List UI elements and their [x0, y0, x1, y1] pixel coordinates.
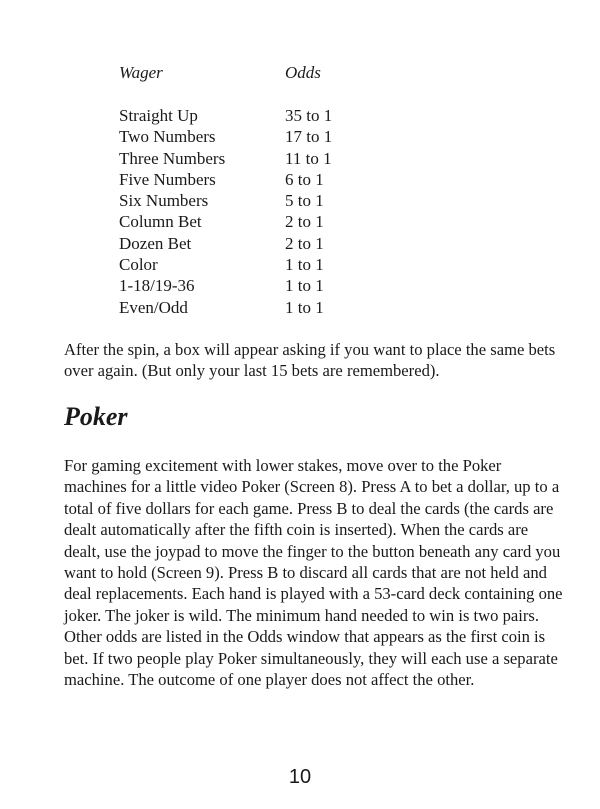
odds-cell: 5 to 1 [285, 191, 324, 211]
table-row [119, 126, 399, 147]
wager-cell: Two Numbers [119, 127, 216, 147]
wager-cell: Five Numbers [119, 169, 216, 189]
wager-cell: Three Numbers [119, 148, 226, 168]
odds-cell: 1 to 1 [285, 255, 324, 275]
odds-cell: 17 to 1 [285, 127, 333, 147]
wager-column-header: Wager [119, 63, 163, 82]
odds-cell: 2 to 1 [285, 233, 324, 253]
odds-cell: 6 to 1 [285, 169, 324, 189]
table-row [119, 211, 399, 232]
odds-cell: 2 to 1 [285, 212, 324, 232]
table-row [119, 275, 399, 296]
table-row [119, 169, 399, 190]
odds-table-header [119, 62, 399, 84]
wager-cell: Color [119, 255, 158, 275]
odds-table-body [119, 105, 399, 318]
poker-paragraph: For gaming excitement with lower stakes, move over to the Poker machines for a little video Poker (Screen 8). Press A to bet a dollar, up to a total of five dollars for each game. Press B to deal the cards (the cards are dealt automatically after the fifth coin is inserted). When the cards are dealt, use the joypad to move the finger to the button beneath any card you want to hold (Screen 9). Press B to discard all cards that are not held and deal replacements. Each hand is played with a 53-card deck containing one joker. The joker is wild. The minimum hand needed to win is two pairs. Other odds are listed in the Odds window that appears as the first coin is bet. If two people play Poker simultaneously, they will each use a separate machine. The outcome of one player does not affect the other. [64, 456, 563, 690]
after-spin-paragraph: After the spin, a box will appear asking if you want to place the same bets over again. (But only your last 15 bets are remembered). [64, 340, 556, 381]
table-row [119, 233, 399, 254]
page-number: 10 [288, 766, 312, 788]
odds-cell: 35 to 1 [285, 106, 333, 125]
odds-cell: 1 to 1 [285, 276, 324, 296]
wager-cell: Six Numbers [119, 191, 209, 211]
table-row [119, 254, 399, 275]
wager-cell: 1-18/19-36 [119, 276, 195, 296]
wager-cell: Dozen Bet [119, 233, 192, 253]
poker-section-title: Poker [64, 402, 128, 431]
wager-cell: Even/Odd [119, 297, 188, 317]
table-row [119, 190, 399, 211]
table-row [119, 297, 399, 318]
table-row [119, 148, 399, 169]
roulette-odds-table [119, 62, 399, 318]
odds-column-header: Odds [285, 63, 321, 82]
wager-cell: Column Bet [119, 212, 202, 232]
odds-cell: 1 to 1 [285, 297, 324, 317]
table-row [119, 105, 399, 126]
odds-cell: 11 to 1 [285, 148, 332, 168]
wager-cell: Straight Up [119, 106, 198, 125]
